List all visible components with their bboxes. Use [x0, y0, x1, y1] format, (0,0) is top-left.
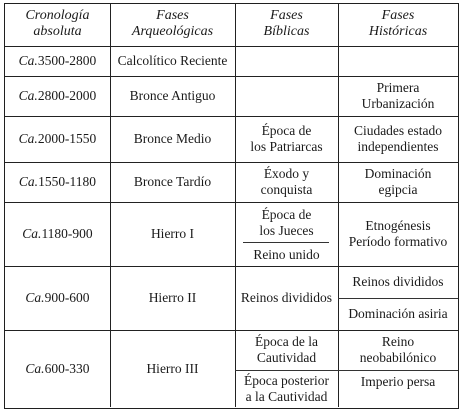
biblical-cell-top: Época de la Cautividad [255, 334, 318, 365]
archaeological-cell: Bronce Medio [133, 131, 212, 146]
chronology-cell [5, 116, 110, 162]
archaeological-cell: Bronce Tardío [133, 174, 212, 189]
biblical-cell: Época de los Patriarcas [250, 123, 323, 154]
year-range: 1180-900 [41, 226, 93, 241]
archaeological-cell: Hierro III [146, 360, 199, 376]
ca-abbrev: Ca. [25, 290, 45, 305]
header-biblical: Fases Bíblicas [263, 8, 310, 39]
biblical-cell-top: Época de los Jueces [259, 207, 314, 238]
historical-cell: Etnogénesis Período formativo [348, 218, 448, 249]
chronology-cell [5, 162, 110, 202]
historical-cell: Primera Urbanización [361, 80, 435, 111]
header-archaeological: Fases Arqueológicas [131, 8, 214, 39]
archaeological-cell: Calcolítico Reciente [117, 53, 228, 68]
ca-abbrev: Ca. [18, 88, 38, 103]
historical-cell-top: Reino neobabilónico [359, 334, 437, 365]
year-range: 600-330 [44, 360, 90, 376]
ca-abbrev: Ca. [25, 360, 45, 376]
archaeological-cell: Hierro II [148, 290, 197, 305]
biblical-cell-bottom: Reino unido [253, 246, 320, 262]
ca-abbrev: Ca. [18, 174, 39, 189]
ca-abbrev: Ca. [18, 131, 38, 146]
archaeological-cell: Hierro I [150, 226, 195, 241]
chronology-table [4, 3, 459, 409]
chronology-cell [5, 46, 110, 76]
historical-cell: Ciudades estado independientes [353, 123, 443, 154]
year-range: 3500-2800 [37, 53, 97, 68]
chronology-cell [5, 202, 110, 266]
year-range: 1550-1180 [38, 174, 97, 189]
ca-abbrev: Ca. [18, 53, 38, 68]
year-range: 900-600 [44, 290, 90, 305]
biblical-cell: Reinos divididos [240, 290, 333, 305]
year-range: 2800-2000 [37, 88, 97, 103]
header-historical: Fases Históricas [368, 8, 428, 39]
chronology-cell [5, 266, 110, 330]
historical-cell-bottom: Imperio persa [360, 374, 436, 389]
historical-cell-top: Reinos divididos [352, 274, 444, 289]
header-chronology: Cronología absoluta [25, 8, 90, 39]
historical-cell-bottom: Dominación asiria [348, 306, 448, 321]
biblical-cell-bottom: Época posterior a la Cautividad [243, 372, 330, 404]
chronology-cell [5, 330, 110, 407]
ca-abbrev: Ca. [22, 226, 42, 241]
archaeological-cell: Bronce Antiguo [129, 88, 216, 103]
chronology-cell [5, 76, 110, 116]
biblical-cell: Éxodo y conquista [260, 166, 313, 197]
historical-cell: Dominación egipcia [364, 166, 432, 197]
year-range: 2000-1550 [37, 131, 97, 146]
